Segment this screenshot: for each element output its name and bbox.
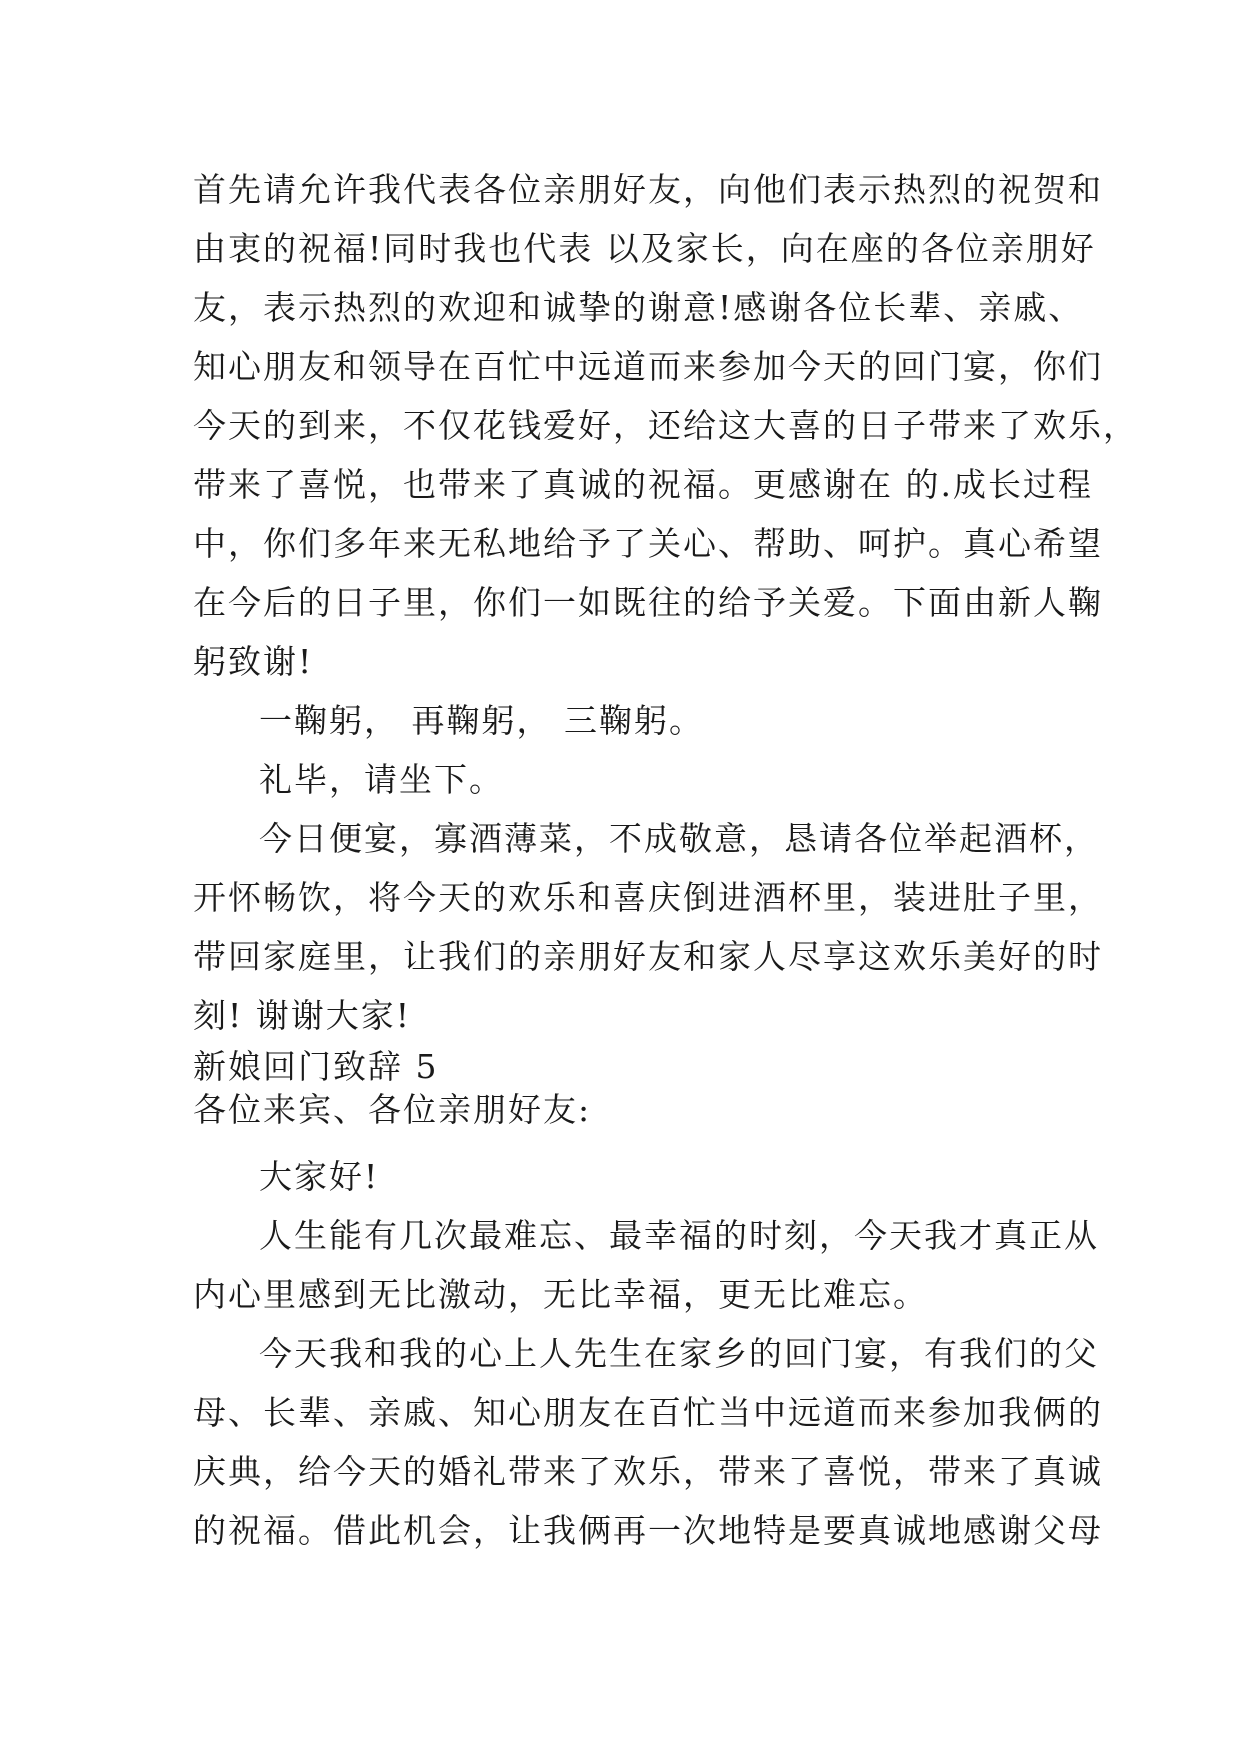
document-body	[193, 160, 1138, 1560]
text-line: 带回家庭里，让我们的亲朋好友和家人尽享这欢乐美好的时	[193, 937, 1103, 976]
text-line: 由衷的祝福!同时我也代表 以及家长，向在座的各位亲朋好	[193, 229, 1096, 268]
text-line: 知心朋友和领导在百忙中远道而来参加今天的回门宴，你们	[193, 347, 1103, 386]
text-line: 礼毕，请坐下。	[259, 760, 504, 799]
greeting: 大家好!	[259, 1157, 380, 1196]
text-line: 一鞠躬， 再鞠躬， 三鞠躬。	[259, 701, 704, 740]
text-line: 首先请允许我代表各位亲朋好友，向他们表示热烈的祝贺和	[193, 170, 1103, 209]
text-line: 刻! 谢谢大家!	[193, 996, 412, 1035]
text-line: 人生能有几次最难忘、最幸福的时刻，今天我才真正从	[259, 1216, 1099, 1255]
section-heading: 新娘回门致辞 5	[193, 1047, 439, 1086]
text-line: 内心里感到无比激动，无比幸福，更无比难忘。	[193, 1275, 928, 1314]
text-line: 中，你们多年来无私地给予了关心、帮助、呵护。真心希望	[193, 524, 1103, 563]
text-line: 庆典，给今天的婚礼带来了欢乐，带来了喜悦，带来了真诚	[193, 1452, 1103, 1491]
text-line: 母、长辈、亲戚、知心朋友在百忙当中远道而来参加我俩的	[193, 1393, 1103, 1432]
text-line: 友，表示热烈的欢迎和诚挚的谢意!感谢各位长辈、亲戚、	[193, 288, 1084, 327]
text-line: 带来了喜悦，也带来了真诚的祝福。更感谢在 的.成长过程	[193, 465, 1093, 504]
text-line: 今日便宴，寡酒薄菜，不成敬意，恳请各位举起酒杯，	[259, 819, 1099, 858]
salutation: 各位来宾、各位亲朋好友:	[193, 1090, 592, 1129]
text-line: 今天我和我的心上人先生在家乡的回门宴，有我们的父	[259, 1334, 1099, 1373]
text-line: 在今后的日子里，你们一如既往的给予关爱。下面由新人鞠	[193, 583, 1103, 622]
text-line: 的祝福。借此机会，让我俩再一次地特是要真诚地感谢父母	[193, 1511, 1103, 1550]
text-line: 开怀畅饮，将今天的欢乐和喜庆倒进酒杯里，装进肚子里，	[193, 878, 1103, 917]
text-line: 今天的到来，不仅花钱爱好，还给这大喜的日子带来了欢乐，	[193, 406, 1138, 445]
text-line: 躬致谢!	[193, 642, 314, 681]
